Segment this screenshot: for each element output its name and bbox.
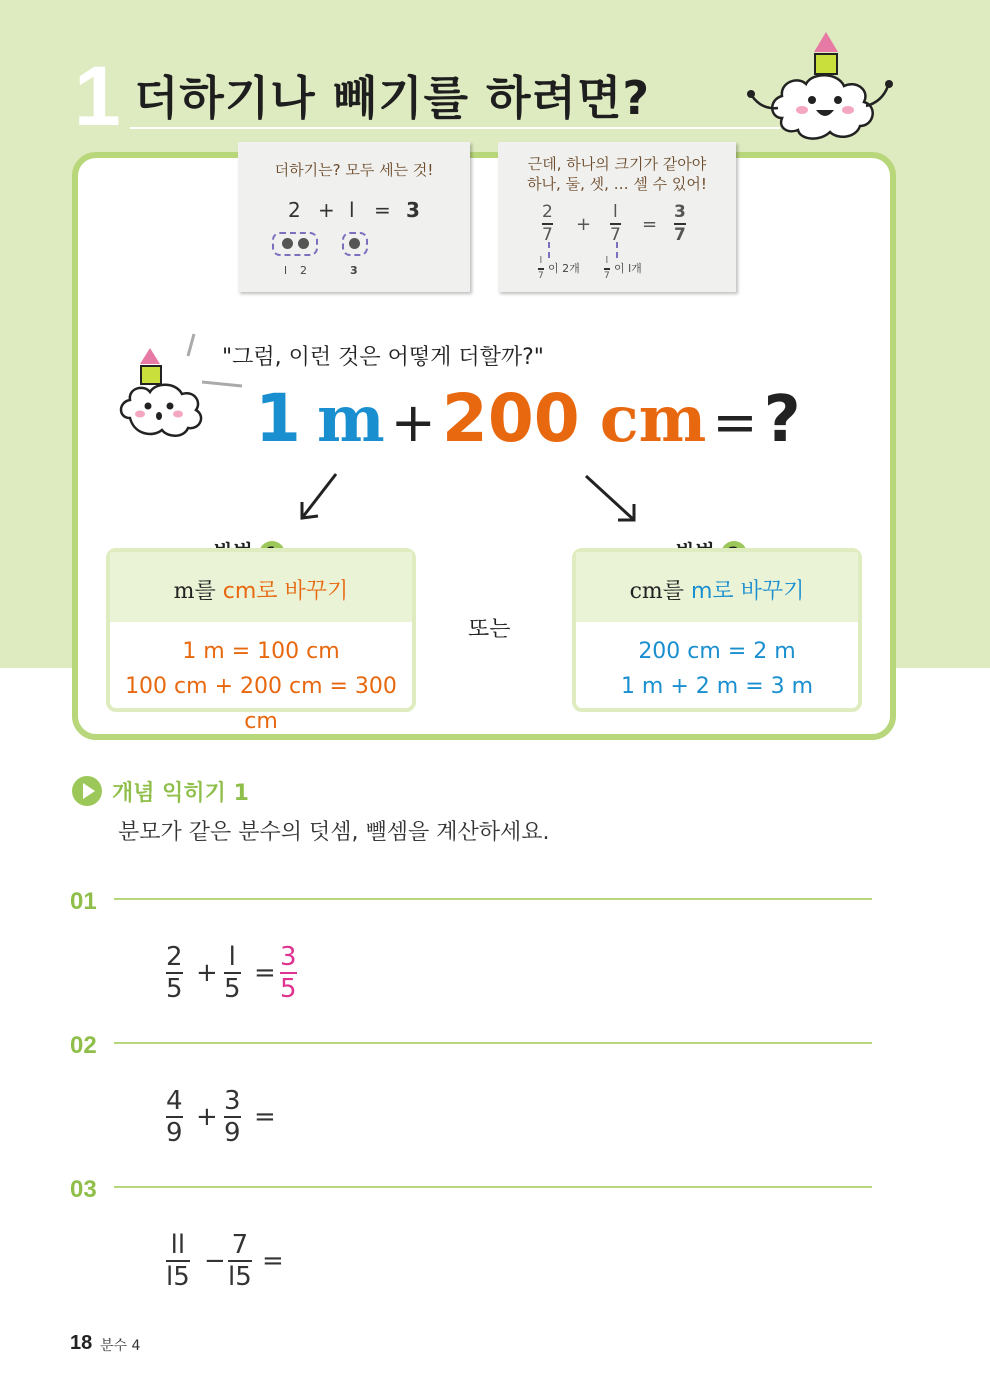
eq-number-200: 200 bbox=[441, 380, 580, 457]
operator: + bbox=[196, 958, 218, 988]
count-label: 이 l개 bbox=[614, 262, 642, 275]
fraction: ll l5 bbox=[166, 1230, 190, 1292]
count-label: 2 bbox=[300, 264, 307, 277]
dot-group-1 bbox=[342, 232, 368, 256]
count-label: 이 2개 bbox=[548, 262, 580, 275]
eq-unit-m: m bbox=[316, 382, 385, 457]
eq-operator: = bbox=[642, 214, 658, 235]
dot-group-2 bbox=[272, 232, 318, 256]
page-title: 더하기나 빼기를 하려면? bbox=[134, 71, 651, 125]
question-text: "그럼, 이런 것은 어떻게 더할까?" bbox=[222, 345, 544, 370]
eq-operator: + bbox=[576, 214, 592, 235]
footer-label: 분수 4 bbox=[100, 1338, 141, 1354]
method-1-heading: m를 cm로 바꾸기 bbox=[110, 552, 412, 622]
note-card-unit-size bbox=[498, 142, 736, 292]
eq-term: 2 bbox=[288, 198, 301, 222]
count-label: l bbox=[284, 264, 288, 277]
or-text: 또는 bbox=[468, 617, 511, 642]
method-2-line2: 1 m + 2 m = 3 m bbox=[620, 674, 814, 699]
fraction: 4 9 bbox=[166, 1086, 183, 1148]
unit-fraction: l 7 bbox=[538, 256, 544, 281]
unit-fraction: l 7 bbox=[604, 256, 610, 281]
operator: + bbox=[196, 1102, 218, 1132]
fraction: l 7 bbox=[610, 202, 621, 245]
note-card-addition bbox=[238, 142, 470, 292]
instruction-text: 분모가 같은 분수의 덧셈, 뺄셈을 계산하세요. bbox=[118, 820, 550, 845]
problem-divider bbox=[114, 1042, 872, 1044]
play-icon bbox=[72, 776, 102, 806]
fraction: 2 5 bbox=[166, 942, 183, 1004]
eq-plus: + bbox=[390, 391, 436, 454]
eq-operator: = bbox=[374, 198, 391, 222]
fraction: l 5 bbox=[224, 942, 241, 1004]
operator: − bbox=[204, 1246, 226, 1276]
eq-question: ? bbox=[763, 383, 801, 457]
big-equation bbox=[255, 380, 801, 470]
eq-equals: = bbox=[712, 391, 758, 454]
answer-fraction: 3 5 bbox=[280, 942, 297, 1004]
fraction: 7 l5 bbox=[228, 1230, 252, 1292]
chapter-number: 1 bbox=[74, 49, 121, 143]
eq-term: l bbox=[349, 198, 355, 222]
fraction: 3 9 bbox=[224, 1086, 241, 1148]
fraction: 2 7 bbox=[542, 202, 553, 245]
cloud-mascot-icon bbox=[742, 30, 902, 150]
note-heading-line1: 근데, 하나의 크기가 같아야 bbox=[527, 155, 707, 173]
equals: = bbox=[254, 958, 276, 988]
equals: = bbox=[262, 1246, 284, 1276]
arrow-down-left-icon bbox=[290, 468, 350, 528]
eq-number-1: 1 bbox=[255, 380, 301, 457]
note-heading-line2: 하나, 둘, 셋, … 셀 수 있어! bbox=[527, 175, 707, 193]
method-1-line2: 100 cm + 200 cm = 300 cm bbox=[125, 674, 397, 734]
method-2-line1: 200 cm = 2 m bbox=[638, 639, 796, 664]
method-1-box bbox=[106, 548, 416, 734]
section-title: 개념 익히기 1 bbox=[112, 781, 249, 806]
problem-divider bbox=[114, 1186, 872, 1188]
method-1-body bbox=[110, 622, 412, 739]
method-2-box bbox=[572, 548, 862, 712]
title-underline bbox=[130, 127, 780, 129]
fraction-result: 3 7 bbox=[674, 202, 686, 245]
note-heading: 더하기는? 모두 세는 것! bbox=[274, 161, 434, 179]
equals: = bbox=[254, 1102, 276, 1132]
page-number: 18 bbox=[70, 1332, 93, 1354]
method-2-heading: cm를 m로 바꾸기 bbox=[576, 552, 858, 622]
problem-number: 01 bbox=[70, 888, 97, 915]
method-1-line1: 1 m = 100 cm bbox=[182, 639, 340, 664]
eq-operator: + bbox=[318, 198, 335, 222]
method-2-body bbox=[576, 622, 858, 704]
arrow-down-right-icon bbox=[580, 468, 644, 528]
eq-unit-cm: cm bbox=[599, 382, 707, 457]
eq-result: 3 bbox=[406, 198, 420, 222]
problem-number: 02 bbox=[70, 1032, 97, 1059]
problem-number: 03 bbox=[70, 1176, 97, 1203]
problem-divider bbox=[114, 898, 872, 900]
count-label: 3 bbox=[350, 264, 358, 277]
